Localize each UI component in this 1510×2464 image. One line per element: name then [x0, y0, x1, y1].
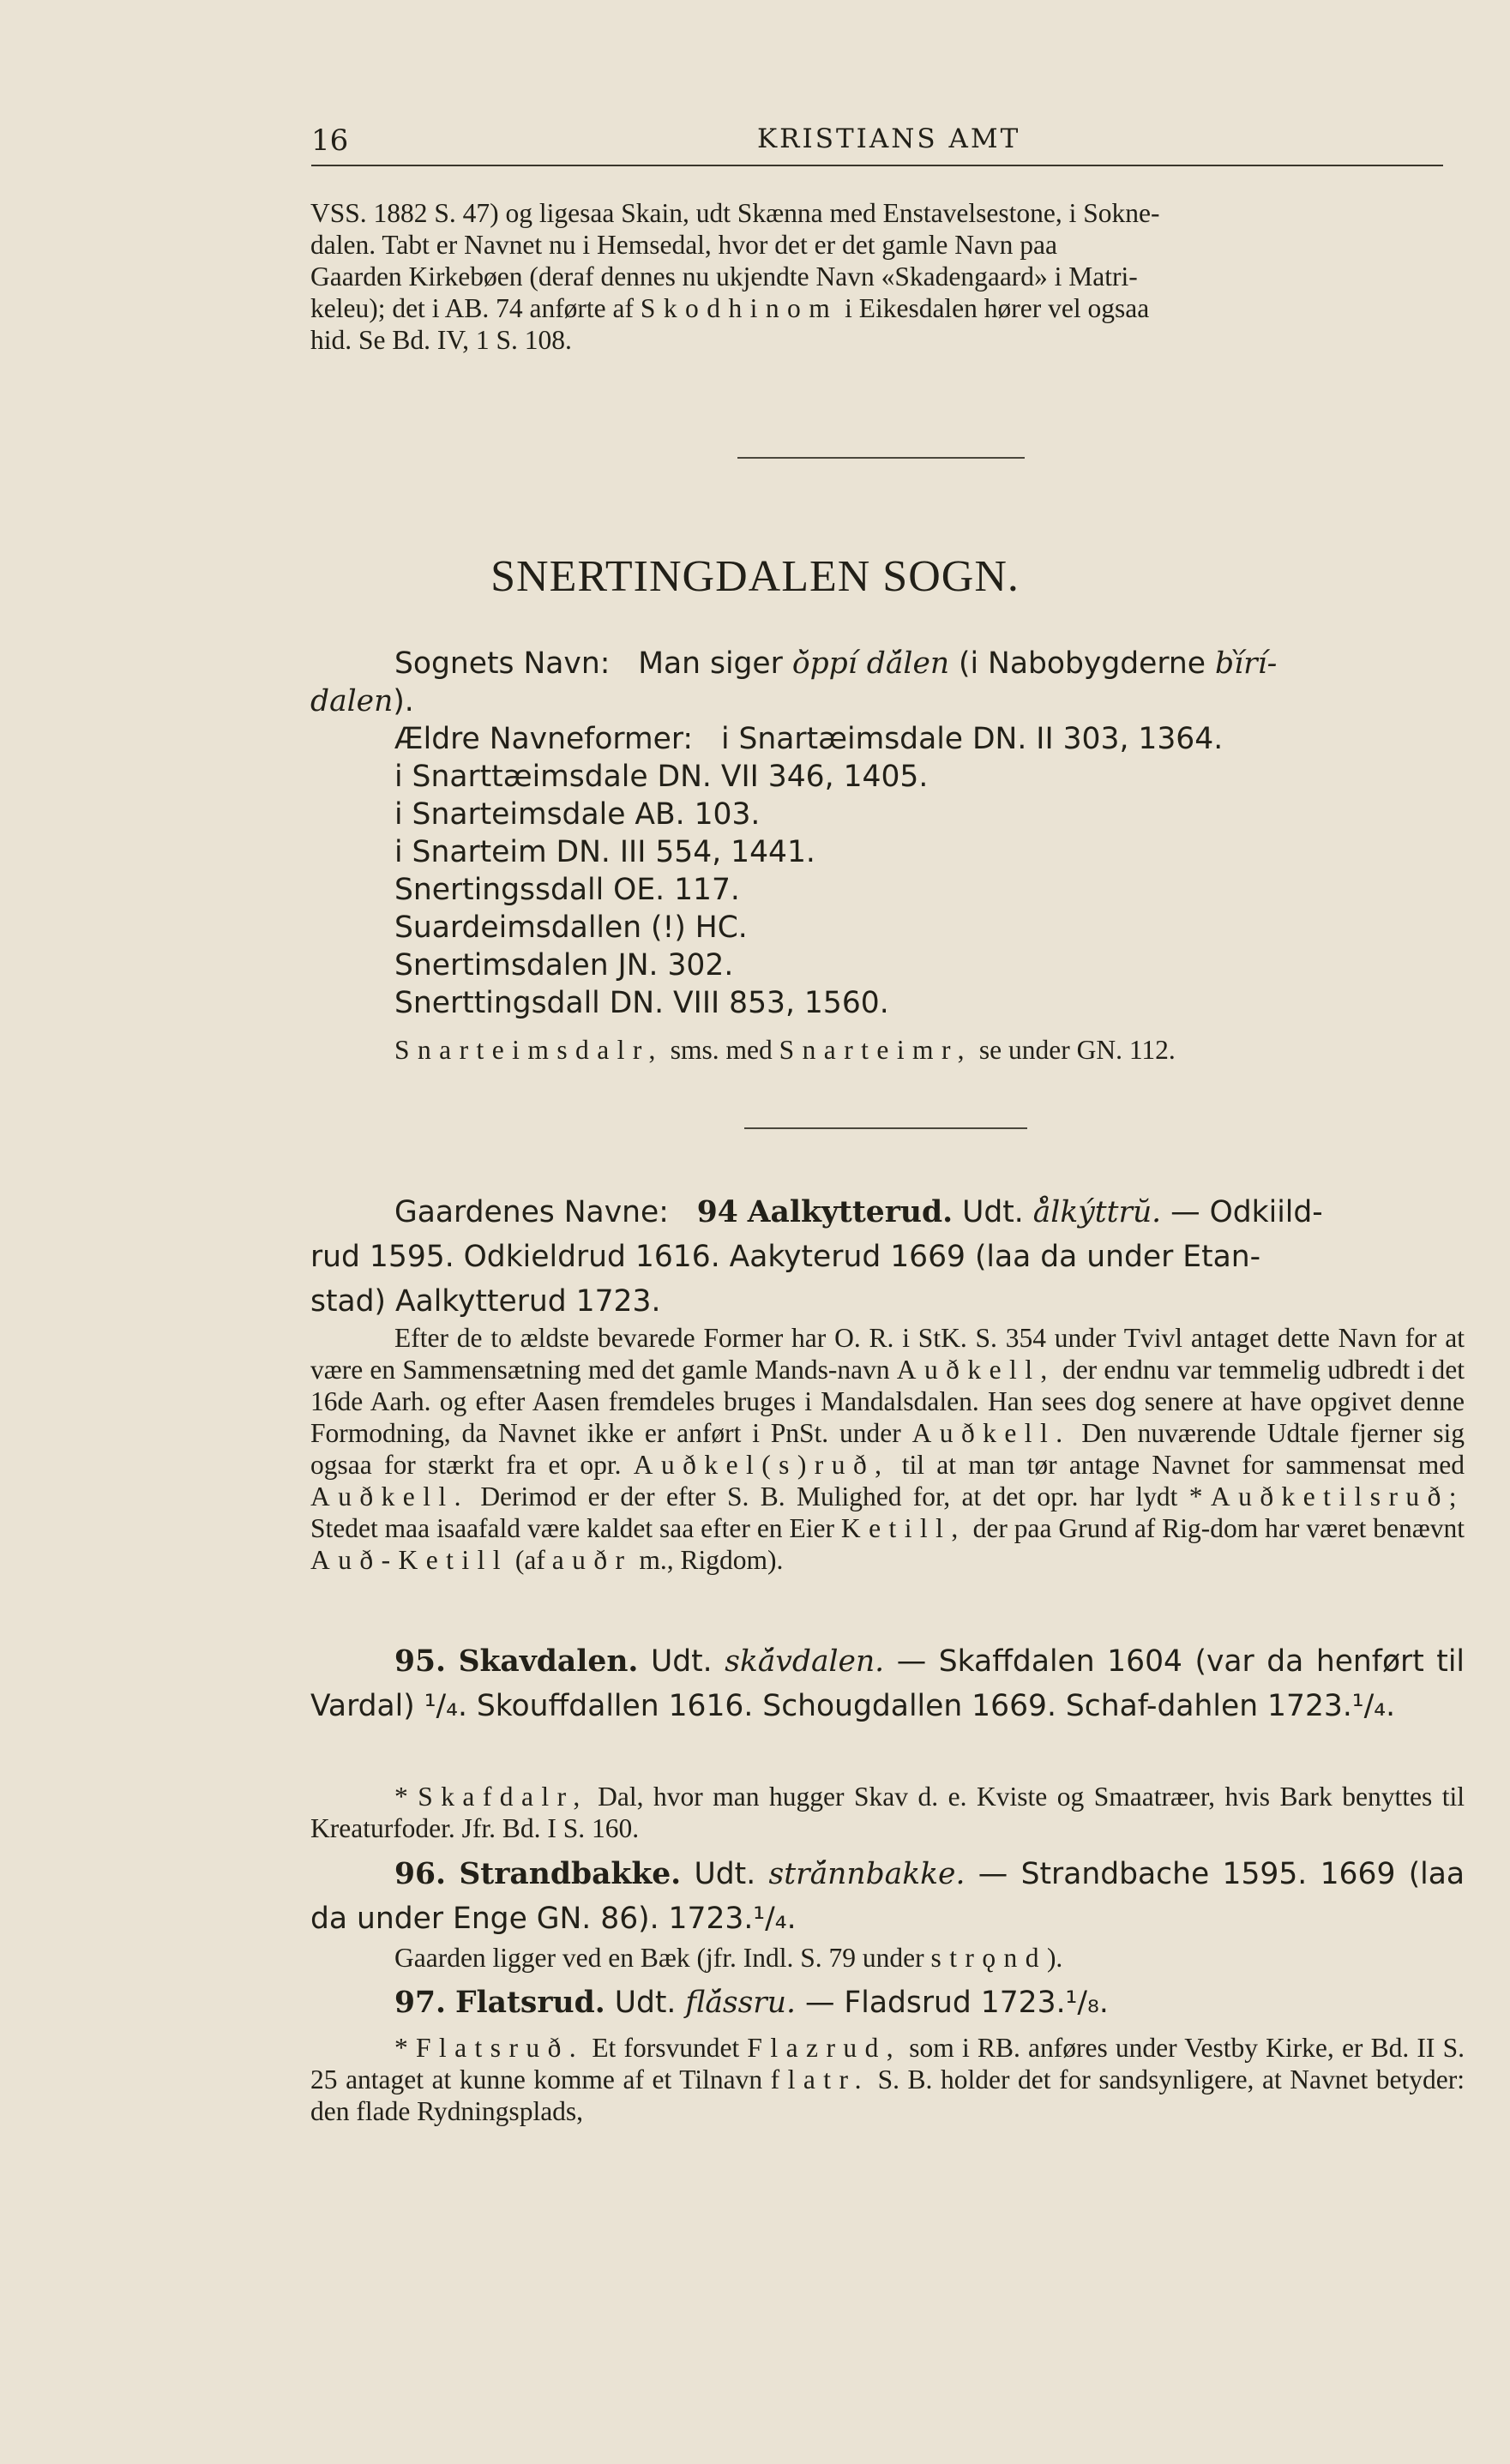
entry-text: — Fladsrud 1723.¹/₈. — [804, 1986, 1109, 2020]
note-94 — [310, 1322, 1465, 1576]
pronunciation: flá̆ssru. — [685, 1986, 796, 2020]
entry-number: 96. — [394, 1857, 447, 1891]
entry-text: — Skaffdalen 1604 (var da henført til Vardal) ¹/₄. Skouffdallen 1616. Schougdallen 1669. Schaf-dahlen 1723.¹/₄. — [310, 1644, 1465, 1723]
note-text: (af — [514, 1545, 545, 1575]
note-text: til at man tør antage Navnet for sammensat med — [901, 1450, 1465, 1480]
note-paragraph — [310, 2032, 1465, 2127]
spaced-name: Auð-Ketill — [310, 1545, 508, 1575]
entry-heading — [310, 1190, 1465, 1235]
older-forms-note — [310, 1034, 1465, 1066]
spaced-name: Auðkell, — [896, 1355, 1056, 1385]
entry-number: 97. — [394, 1986, 447, 2020]
section-title: SNERTINGDALEN SOGN. — [490, 552, 1020, 601]
older-form: Snertingssdall OE. 117. — [394, 873, 740, 907]
older-form: Snerttingsdall DN. VIII 853, 1560. — [394, 986, 889, 1020]
asterisk: * — [394, 2033, 408, 2063]
note-paragraph — [310, 1942, 1465, 1974]
udt-label: Udt. — [614, 1986, 677, 2020]
note-97 — [310, 2032, 1465, 2127]
spaced-name: Auðkel(s)ruð, — [633, 1450, 890, 1480]
page-header — [311, 117, 1443, 168]
note-text: S. B. holder det for sandsynligere, at Navnet betyder: den flade Rydningsplads, — [310, 2064, 1465, 2126]
entry-text: — Odkiild- — [1170, 1195, 1323, 1229]
udt-label: Udt. — [694, 1857, 756, 1891]
pronunciation: ská̆vdalen. — [725, 1644, 885, 1679]
farm-name: Aalkytterud. — [747, 1195, 954, 1229]
spaced-name: Flazrud, — [747, 2033, 902, 2063]
intro-line — [310, 292, 1465, 324]
note-text: Et forsvundet — [592, 2033, 740, 2063]
spaced-name: flatr. — [770, 2064, 869, 2094]
entry-number: 95. — [394, 1644, 447, 1679]
spaced-name: *Auðketilsruð; — [1188, 1481, 1465, 1511]
spaced-name: Snarteimsdalr, — [394, 1035, 664, 1065]
entry-text: stad) Aalkytterud 1723. — [310, 1284, 661, 1319]
sognets-text: Man siger — [638, 646, 783, 681]
entry-text: rud 1595. Odkieldrud 1616. Aakyterud 1669 (laa da under Etan- — [310, 1240, 1261, 1274]
header-rule — [311, 165, 1443, 166]
entry-97 — [310, 1980, 1465, 2025]
spaced-name: Flatsruð. — [415, 2033, 585, 2063]
intro-line: VSS. 1882 S. 47) og ligesaa Skain, udt Skænna med Enstavelsestone, i Sokne- — [310, 198, 1160, 228]
section-separator — [744, 1127, 1027, 1129]
intro-line: Gaarden Kirkebøen (deraf dennes nu ukjendte Navn «Skadengaard» i Matri- — [310, 261, 1138, 291]
note-text: Gaarden ligger ved en Bæk (jfr. Indl. S. 79 under — [394, 1943, 924, 1973]
spaced-name: Snarteimr, — [779, 1035, 972, 1065]
sognets-line — [310, 645, 1465, 682]
parish-name-block — [310, 645, 1465, 1022]
note-text: se under GN. 112. — [978, 1035, 1176, 1065]
sognets-line-2: dalen). — [310, 684, 414, 718]
pronunciation: ŏ̀ppí dá̆len — [791, 646, 950, 681]
older-form: i Snartæimsdale DN. II 303, 1364. — [720, 722, 1224, 756]
asterisk: * — [394, 1782, 408, 1812]
note-text: sms. med — [670, 1035, 773, 1065]
spaced-name: strǫnd — [930, 1943, 1047, 1973]
note-text: Stedet maa isaafald være kaldet saa efter en Eier — [310, 1513, 834, 1543]
pronunciation: bí̀rí- — [1215, 646, 1278, 681]
entry-paragraph — [310, 1639, 1465, 1728]
spaced-name: Skafdalr, — [418, 1782, 588, 1812]
spaced-name: Skodhinom — [640, 293, 839, 323]
farm-name: Flatsrud. — [455, 1986, 605, 2020]
spaced-name: Ketill, — [840, 1513, 966, 1543]
note-line — [394, 1034, 1465, 1066]
note-text: Dal, hvor man hugger Skav d. e. Kviste og Smaatræer, hvis Bark benyttes til Kreaturfoder. Jfr. Bd. I S. 160. — [310, 1782, 1465, 1843]
entry-95 — [310, 1639, 1465, 1728]
sognets-label: Sognets Navn: — [394, 646, 611, 681]
section-separator — [737, 457, 1025, 459]
farm-name: Skavdalen. — [458, 1644, 639, 1679]
intro-paragraph — [310, 197, 1465, 356]
note-96 — [310, 1942, 1465, 1974]
older-form: Snertimsdalen JN. 302. — [394, 948, 734, 983]
entry-96 — [310, 1852, 1465, 1941]
running-title: KRISTIANS AMT — [757, 123, 1021, 154]
pronunciation: å̀lkýttrŭ. — [1032, 1195, 1162, 1229]
note-text: som i RB. anføres under Vestby Kirke, er Bd. II S. 25 antaget at kunne komme af et Tilnavn — [310, 2033, 1465, 2094]
older-forms-label: Ældre Navneformer: — [394, 722, 694, 756]
entry-text: — Strandbache 1595. 1669 (laa da under Enge GN. 86). 1723.¹/₄. — [310, 1857, 1465, 1936]
older-form: i Snarteim DN. III 554, 1441. — [394, 835, 815, 869]
note-text: m., Rigdom). — [639, 1545, 784, 1575]
older-form: i Snarttæimsdale DN. VII 346, 1405. — [394, 760, 929, 794]
older-form: i Snarteimsdale AB. 103. — [394, 797, 761, 832]
pronunciation: dalen — [310, 684, 394, 718]
farm-names-label: Gaardenes Navne: — [394, 1195, 669, 1229]
note-paragraph — [310, 1322, 1465, 1576]
intro-line: dalen. Tabt er Navnet nu i Hemsedal, hvor det er det gamle Navn paa — [310, 230, 1058, 260]
spaced-name: Auðkell. — [310, 1481, 469, 1511]
note-text: der paa Grund af Rig-dom har været benævnt — [972, 1513, 1465, 1543]
intro-line: hid. Se Bd. IV, 1 S. 108. — [310, 325, 572, 355]
intro-text: i Eikesdalen hører vel ogsaa — [845, 293, 1150, 323]
entry-number: 94 — [696, 1195, 738, 1229]
farm-name: Strandbakke. — [459, 1857, 682, 1891]
punct: . — [404, 684, 414, 718]
page-number: 16 — [311, 123, 349, 158]
udt-label: Udt. — [962, 1195, 1024, 1229]
older-forms-line — [310, 720, 1465, 758]
older-form: Suardeimsdallen (!) HC. — [394, 910, 748, 945]
pronunciation: strá̆nnbakke. — [768, 1857, 966, 1891]
intro-text: keleu); det i AB. 74 anførte af — [310, 293, 635, 323]
entry-paragraph — [310, 1980, 1465, 2025]
note-95 — [310, 1781, 1465, 1844]
note-text: der endnu var temmelig udbredt i det 16de Aarh. og efter Aasen fremdeles bruges i Mandalsdalen. Han sees dog senere at have opgivet denne Formodning, da Navnet ikke er anført i PnSt. under — [310, 1355, 1465, 1448]
entry-94 — [310, 1190, 1465, 1324]
udt-label: Udt. — [650, 1644, 713, 1679]
note-paragraph — [310, 1781, 1465, 1844]
spaced-name: Auðkell. — [911, 1418, 1071, 1448]
spaced-name: auðr — [551, 1545, 633, 1575]
sognets-text: (i Nabobygderne — [959, 646, 1206, 681]
note-text: Derimod er der efter S. B. Mulighed for, at det opr. har lydt — [480, 1481, 1178, 1511]
note-text: Den nuværende Udtale fjerner sig ogsaa for stærkt fra et opr. — [310, 1418, 1465, 1480]
entry-paragraph — [310, 1852, 1465, 1941]
note-text: ). — [1046, 1943, 1063, 1973]
note-text: Efter de to ældste bevarede Former har O. R. i StK. S. 354 under Tvivl antaget dette Navn for at være en Sammensætning med det gamle Mands-navn — [310, 1323, 1465, 1385]
